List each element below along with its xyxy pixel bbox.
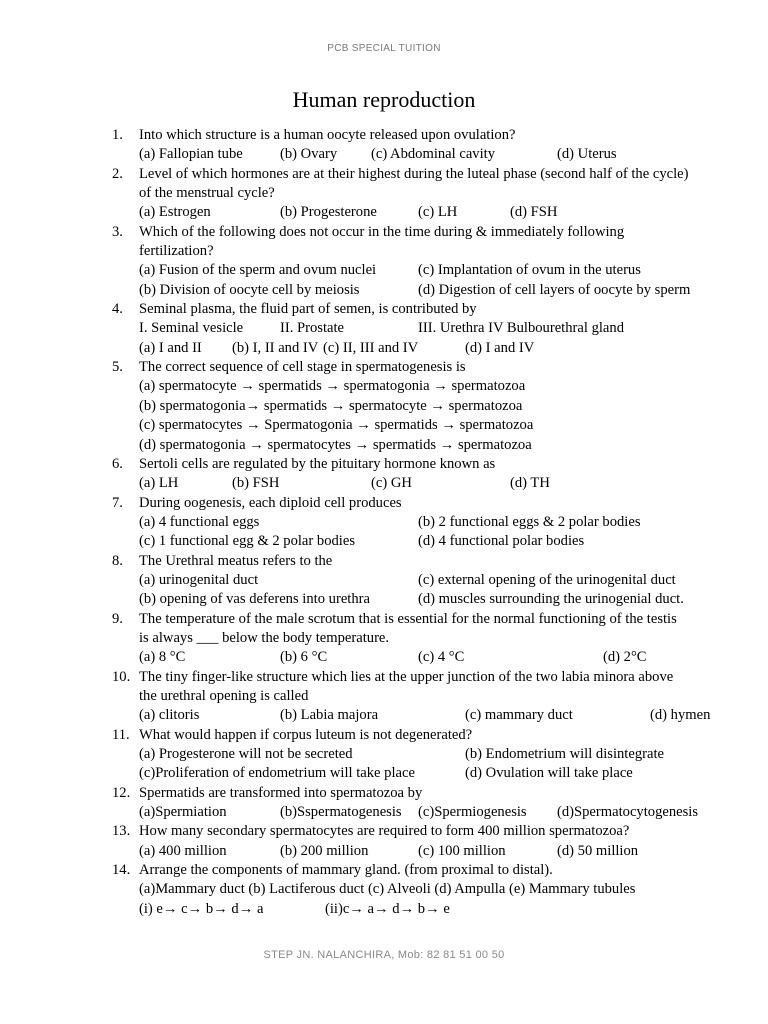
- question-number: 13.: [112, 823, 131, 840]
- option-row: [0, 474, 768, 493]
- question-number: 1.: [112, 127, 123, 143]
- answer-option: (b) Labia majora: [280, 707, 379, 724]
- question-line: [0, 784, 768, 803]
- answer-option: (b) Progesterone: [280, 204, 377, 221]
- question-line: [0, 223, 768, 242]
- option-row: [0, 745, 768, 764]
- answer-option: (c) 1 functional egg & 2 polar bodies: [139, 533, 356, 550]
- question-text: fertilization?: [139, 243, 214, 260]
- question-number: 11.: [112, 726, 130, 743]
- option-row: [0, 571, 768, 590]
- answer-option: (a) I and II: [139, 339, 202, 356]
- answer-option: II. Prostate: [280, 320, 345, 337]
- answer-option: (b) Ovary: [280, 146, 338, 163]
- answer-option: (a) clitoris: [139, 707, 200, 724]
- option-row: [0, 706, 768, 725]
- question-line: [0, 165, 768, 184]
- question-line: [0, 126, 768, 145]
- option-row: [0, 803, 768, 822]
- answer-option: I. Seminal vesicle: [139, 320, 244, 337]
- answer-option: (c) 100 million: [418, 842, 506, 859]
- question-text: Level of which hormones are at their highest during the luteal phase (second half of the cycle): [139, 165, 689, 182]
- answer-option: (b)Sspermatogenesis: [280, 804, 402, 821]
- answer-option: (c) external opening of the urinogenital duct: [418, 571, 676, 588]
- answer-option: (a)Mammary duct (b) Lactiferous duct (c) Alveoli (d) Ampulla (e) Mammary tubules: [139, 881, 636, 898]
- option-row: [0, 339, 768, 358]
- question-number: 12.: [112, 784, 131, 801]
- page-footer: STEP JN. NALANCHIRA, Mob: 82 81 51 00 50: [263, 949, 505, 961]
- answer-option: (a) Fusion of the sperm and ovum nuclei: [139, 262, 377, 279]
- question-line: [0, 726, 768, 745]
- question-text: Arrange the components of mammary gland. (from proximal to distal).: [139, 862, 553, 879]
- question-text: Which of the following does not occur in the time during & immediately following: [139, 223, 625, 240]
- option-row: [0, 764, 768, 783]
- question-number: 5.: [112, 359, 123, 376]
- answer-option: (c)Spermiogenesis: [418, 804, 527, 821]
- question-number: 14.: [112, 862, 131, 879]
- answer-option: (d) Ovulation will take place: [465, 765, 633, 782]
- question-line: [0, 610, 768, 629]
- answer-option: (c) mammary duct: [465, 707, 573, 724]
- answer-option: (c) spermatocytes → Spermatogonia → spermatids → spermatozoa: [139, 417, 534, 434]
- option-row: [0, 397, 768, 416]
- answer-option: (b) Endometrium will disintegrate: [465, 746, 664, 762]
- answer-option: (d) TH: [510, 475, 550, 492]
- question-line: [0, 552, 768, 571]
- question-text: Spermatids are transformed into spermatozoa by: [139, 784, 423, 801]
- question-text: the urethral opening is called: [139, 687, 309, 704]
- question-list: [0, 126, 768, 919]
- option-row: [0, 842, 768, 861]
- option-row: [0, 377, 768, 396]
- question-text: How many secondary spermatocytes are required to form 400 million spermatozoa?: [139, 823, 630, 840]
- question-line: [0, 358, 768, 377]
- answer-option: (d) 2°C: [603, 649, 647, 666]
- answer-option: (i) e→ c→ b→ d→ a: [139, 900, 264, 917]
- answer-option: (d) Digestion of cell layers of oocyte by sperm: [418, 281, 691, 298]
- answer-option: (a) LH: [139, 475, 179, 492]
- question-text: Into which structure is a human oocyte released upon ovulation?: [139, 127, 516, 143]
- question-line: [0, 668, 768, 687]
- question-text: What would happen if corpus luteum is not degenerated?: [139, 726, 473, 743]
- question-text: Sertoli cells are regulated by the pituitary hormone known as: [139, 455, 496, 472]
- answer-option: (a) 400 million: [139, 842, 227, 859]
- answer-option: (a) 4 functional eggs: [139, 513, 260, 530]
- question-text: The tiny finger-like structure which lies at the upper junction of the two labia minora above: [139, 668, 674, 685]
- answer-option: (d) muscles surrounding the urinogenial duct.: [418, 591, 684, 608]
- question-text: Seminal plasma, the fluid part of semen, is contributed by: [139, 301, 477, 318]
- page-title: Human reproduction: [292, 87, 476, 112]
- answer-option: (b) I, II and IV: [232, 339, 319, 356]
- answer-option: (ii)c→ a→ d→ b→ e: [325, 900, 450, 917]
- question-text: During oogenesis, each diploid cell produces: [139, 494, 402, 511]
- answer-option: (a) spermatocyte → spermatids → spermatogonia → spermatozoa: [139, 378, 526, 395]
- question-line: [0, 455, 768, 474]
- question-number: 3.: [112, 223, 123, 240]
- option-row: [0, 900, 768, 919]
- answer-option: (d) I and IV: [465, 339, 535, 356]
- question-number: 2.: [112, 165, 123, 182]
- question-number: 10.: [112, 668, 131, 685]
- answer-option: (c)Proliferation of endometrium will take place: [139, 765, 415, 782]
- option-row: [0, 261, 768, 280]
- answer-option: (b) 2 functional eggs & 2 polar bodies: [418, 513, 641, 530]
- answer-option: (c) LH: [418, 204, 458, 221]
- question-text: is always ___ below the body temperature.: [139, 629, 390, 646]
- answer-option: (b) opening of vas deferens into urethra: [139, 591, 370, 608]
- answer-option: (b) FSH: [232, 475, 280, 492]
- answer-option: (b) 200 million: [280, 842, 369, 859]
- answer-option: (b) 6 °C: [280, 649, 328, 666]
- option-row: [0, 203, 768, 222]
- answer-option: (d) hymen: [650, 707, 711, 724]
- question-number: 9.: [112, 610, 123, 627]
- question-line: [0, 300, 768, 319]
- option-row: [0, 648, 768, 667]
- question-number: 8.: [112, 552, 123, 569]
- answer-option: (b) Division of oocyte cell by meiosis: [139, 281, 360, 298]
- page-header: PCB SPECIAL TUITION: [327, 43, 441, 54]
- answer-option: (c) 4 °C: [418, 649, 465, 666]
- question-text: The correct sequence of cell stage in spermatogenesis is: [139, 359, 466, 376]
- question-line: [0, 184, 768, 203]
- question-number: 6.: [112, 455, 123, 472]
- answer-option: (d) 4 functional polar bodies: [418, 533, 585, 550]
- option-row: [0, 281, 768, 300]
- answer-option: (a)Spermiation: [139, 804, 227, 821]
- answer-option: III. Urethra IV Bulbourethral gland: [418, 320, 625, 337]
- answer-option: (d)Spermatocytogenesis: [557, 804, 699, 821]
- option-row: [0, 513, 768, 532]
- answer-option: (c) GH: [371, 475, 412, 492]
- question-line: [0, 861, 768, 880]
- answer-option: (a) Estrogen: [139, 204, 211, 221]
- question-text: The temperature of the male scrotum that is essential for the normal functioning of the testis: [139, 610, 677, 627]
- answer-option: (a) Progesterone will not be secreted: [139, 746, 353, 762]
- answer-option: (a) urinogenital duct: [139, 571, 259, 588]
- answer-option: (d) spermatogonia → spermatocytes → spermatids → spermatozoa: [139, 436, 532, 453]
- answer-option: (b) spermatogonia→ spermatids → spermatocyte → spermatozoa: [139, 397, 523, 414]
- option-row: [0, 145, 768, 164]
- question-line: [0, 242, 768, 261]
- question-line: [0, 687, 768, 706]
- option-row: [0, 416, 768, 435]
- question-line: [0, 494, 768, 513]
- option-row: [0, 880, 768, 899]
- question-line: [0, 822, 768, 841]
- option-row: [0, 319, 768, 338]
- option-row: [0, 590, 768, 609]
- answer-option: (a) 8 °C: [139, 649, 186, 666]
- option-row: [0, 532, 768, 551]
- question-text: The Urethral meatus refers to the: [139, 552, 333, 569]
- answer-option: (c) II, III and IV: [323, 339, 419, 356]
- question-number: 4.: [112, 301, 123, 318]
- answer-option: (d) FSH: [510, 204, 558, 221]
- option-row: [0, 436, 768, 455]
- answer-option: (d) Uterus: [557, 146, 617, 163]
- answer-option: (a) Fallopian tube: [139, 146, 243, 163]
- answer-option: (d) 50 million: [557, 842, 639, 859]
- answer-option: (c) Implantation of ovum in the uterus: [418, 262, 641, 279]
- question-line: [0, 629, 768, 648]
- answer-option: (c) Abdominal cavity: [371, 146, 496, 163]
- question-number: 7.: [112, 494, 123, 511]
- question-text: of the menstrual cycle?: [139, 185, 275, 202]
